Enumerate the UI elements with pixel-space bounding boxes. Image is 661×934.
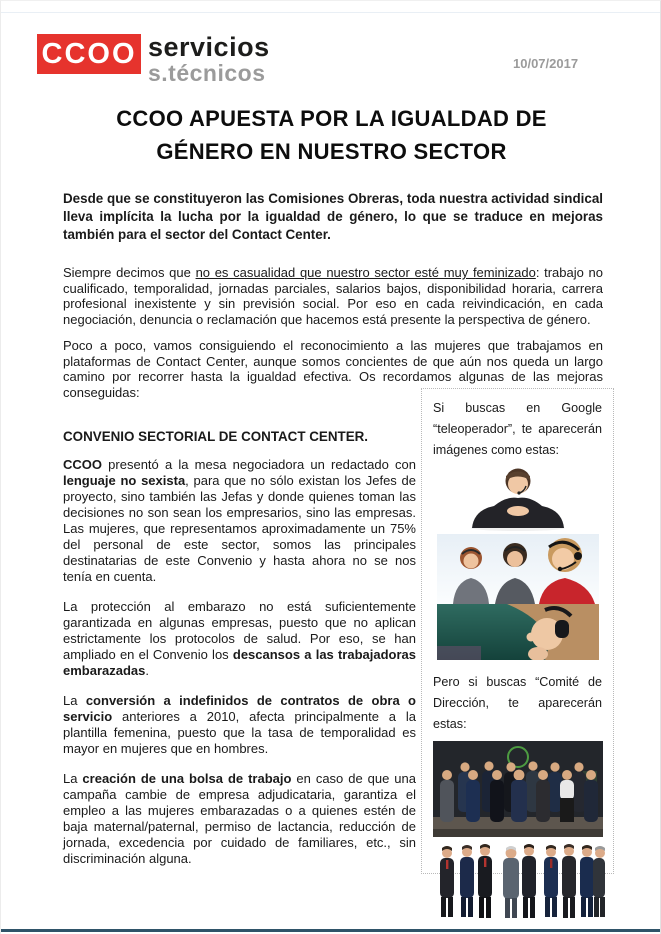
sidebar-note-box [421,388,614,874]
comite-photo-1 [433,741,603,837]
logo-servicios-label: servicios [148,32,270,62]
footer-rule [1,929,660,932]
header [37,34,270,85]
teleoperador-photo-3 [437,604,599,660]
comite-photo-2 [433,841,605,921]
sidebar-note-top: Si buscas en Google “teleoperador”, te aparecerán imágenes como estas: [433,401,602,457]
teleoperador-photo-1 [458,466,578,532]
section-heading: CONVENIO SECTORIAL DE CONTACT CENTER. [63,429,369,444]
paragraph-embarazo: La protección al embarazo no está suficientemente garantizada en algunas empresas, puesto que no aplican estrictamente los protocolos de salud. Por eso, se han ampliado en el Convenio los descansos a las trabajadoras embarazadas. [63,599,417,678]
page-title: CCOO APUESTA POR LA IGUALDAD DE GÉNERO EN NUESTRO SECTOR [116,106,547,164]
teleoperador-photo-2 [437,534,599,604]
paragraph-convenio: CCOO presentó a la mesa negociadora un redactado con lenguaje no sexista, para que no sólo existan los Jefes de proyecto, sino también las Jefas y donde quienes toman las decisiones no son sean los empresarios, sino las empresas. Las mujeres, que representamos aproximadamente un 75% del personal de este sector, somos las principales destinatarias de este Convenio y hasta ahora no se nos tenía en cuenta. [63,457,416,584]
ccoo-logo [37,34,141,74]
date-label: 10/07/2017 [513,56,579,71]
top-hairline [1,12,660,13]
sidebar-note-bottom: Pero si buscas “Comité de Dirección, te aparecerán estas: [433,675,602,731]
intro-paragraph: Desde que se constituyeron las Comisiones Obreras, toda nuestra actividad sindical lleva implícita la lucha por la igualdad de género, lo que se traduce en mejoras también para el sector del Contact Center. [63,191,603,243]
logo-stecnicos-label: s.técnicos [148,60,266,86]
left-column [63,429,416,881]
paragraph-poco-a-poco: Poco a poco, vamos consiguiendo el reconocimiento a las mujeres que trabajamos en plataformas de Contact Center, aunque somos concientes de que aún nos queda un largo camino por recorrer hasta la igualdad efectiva. Os recordamos algunas de las mejoras conseguidas: [63,338,603,400]
paragraph-conversion: La conversión a indefinidos de contratos de obra o servicio anteriores a 2010, afecta principalmente a la plantilla femenina, puesto que la tasa de temporalidad es mayor en mujeres que en hombres. [63,693,416,756]
logo-wordmark [148,34,270,85]
paragraph-feminizado: Siempre decimos que no es casualidad que nuestro sector esté muy feminizado: trabajo no cualificado, temporalidad, jornadas parciales, salarios bajos, disponibilidad horaria, carrera profesional inexistente y sin previsión social. Por eso en cada reivindicación, en cada negociación, denuncia o reclamación que hacemos está presente la perspectiva de género. [63,265,603,327]
logo-acronym: CCOO [41,37,137,70]
paragraph-bolsa: La creación de una bolsa de trabajo en caso de que una campaña cambie de empresa adjudicataria, garantiza el empleo a las mujeres embarazadas o a quienes estén de baja maternal/paternal, permiso de lactancia, reducción de jornada, excedencia por cuidado de familiares, etc., sin discriminación alguna. [63,771,416,866]
